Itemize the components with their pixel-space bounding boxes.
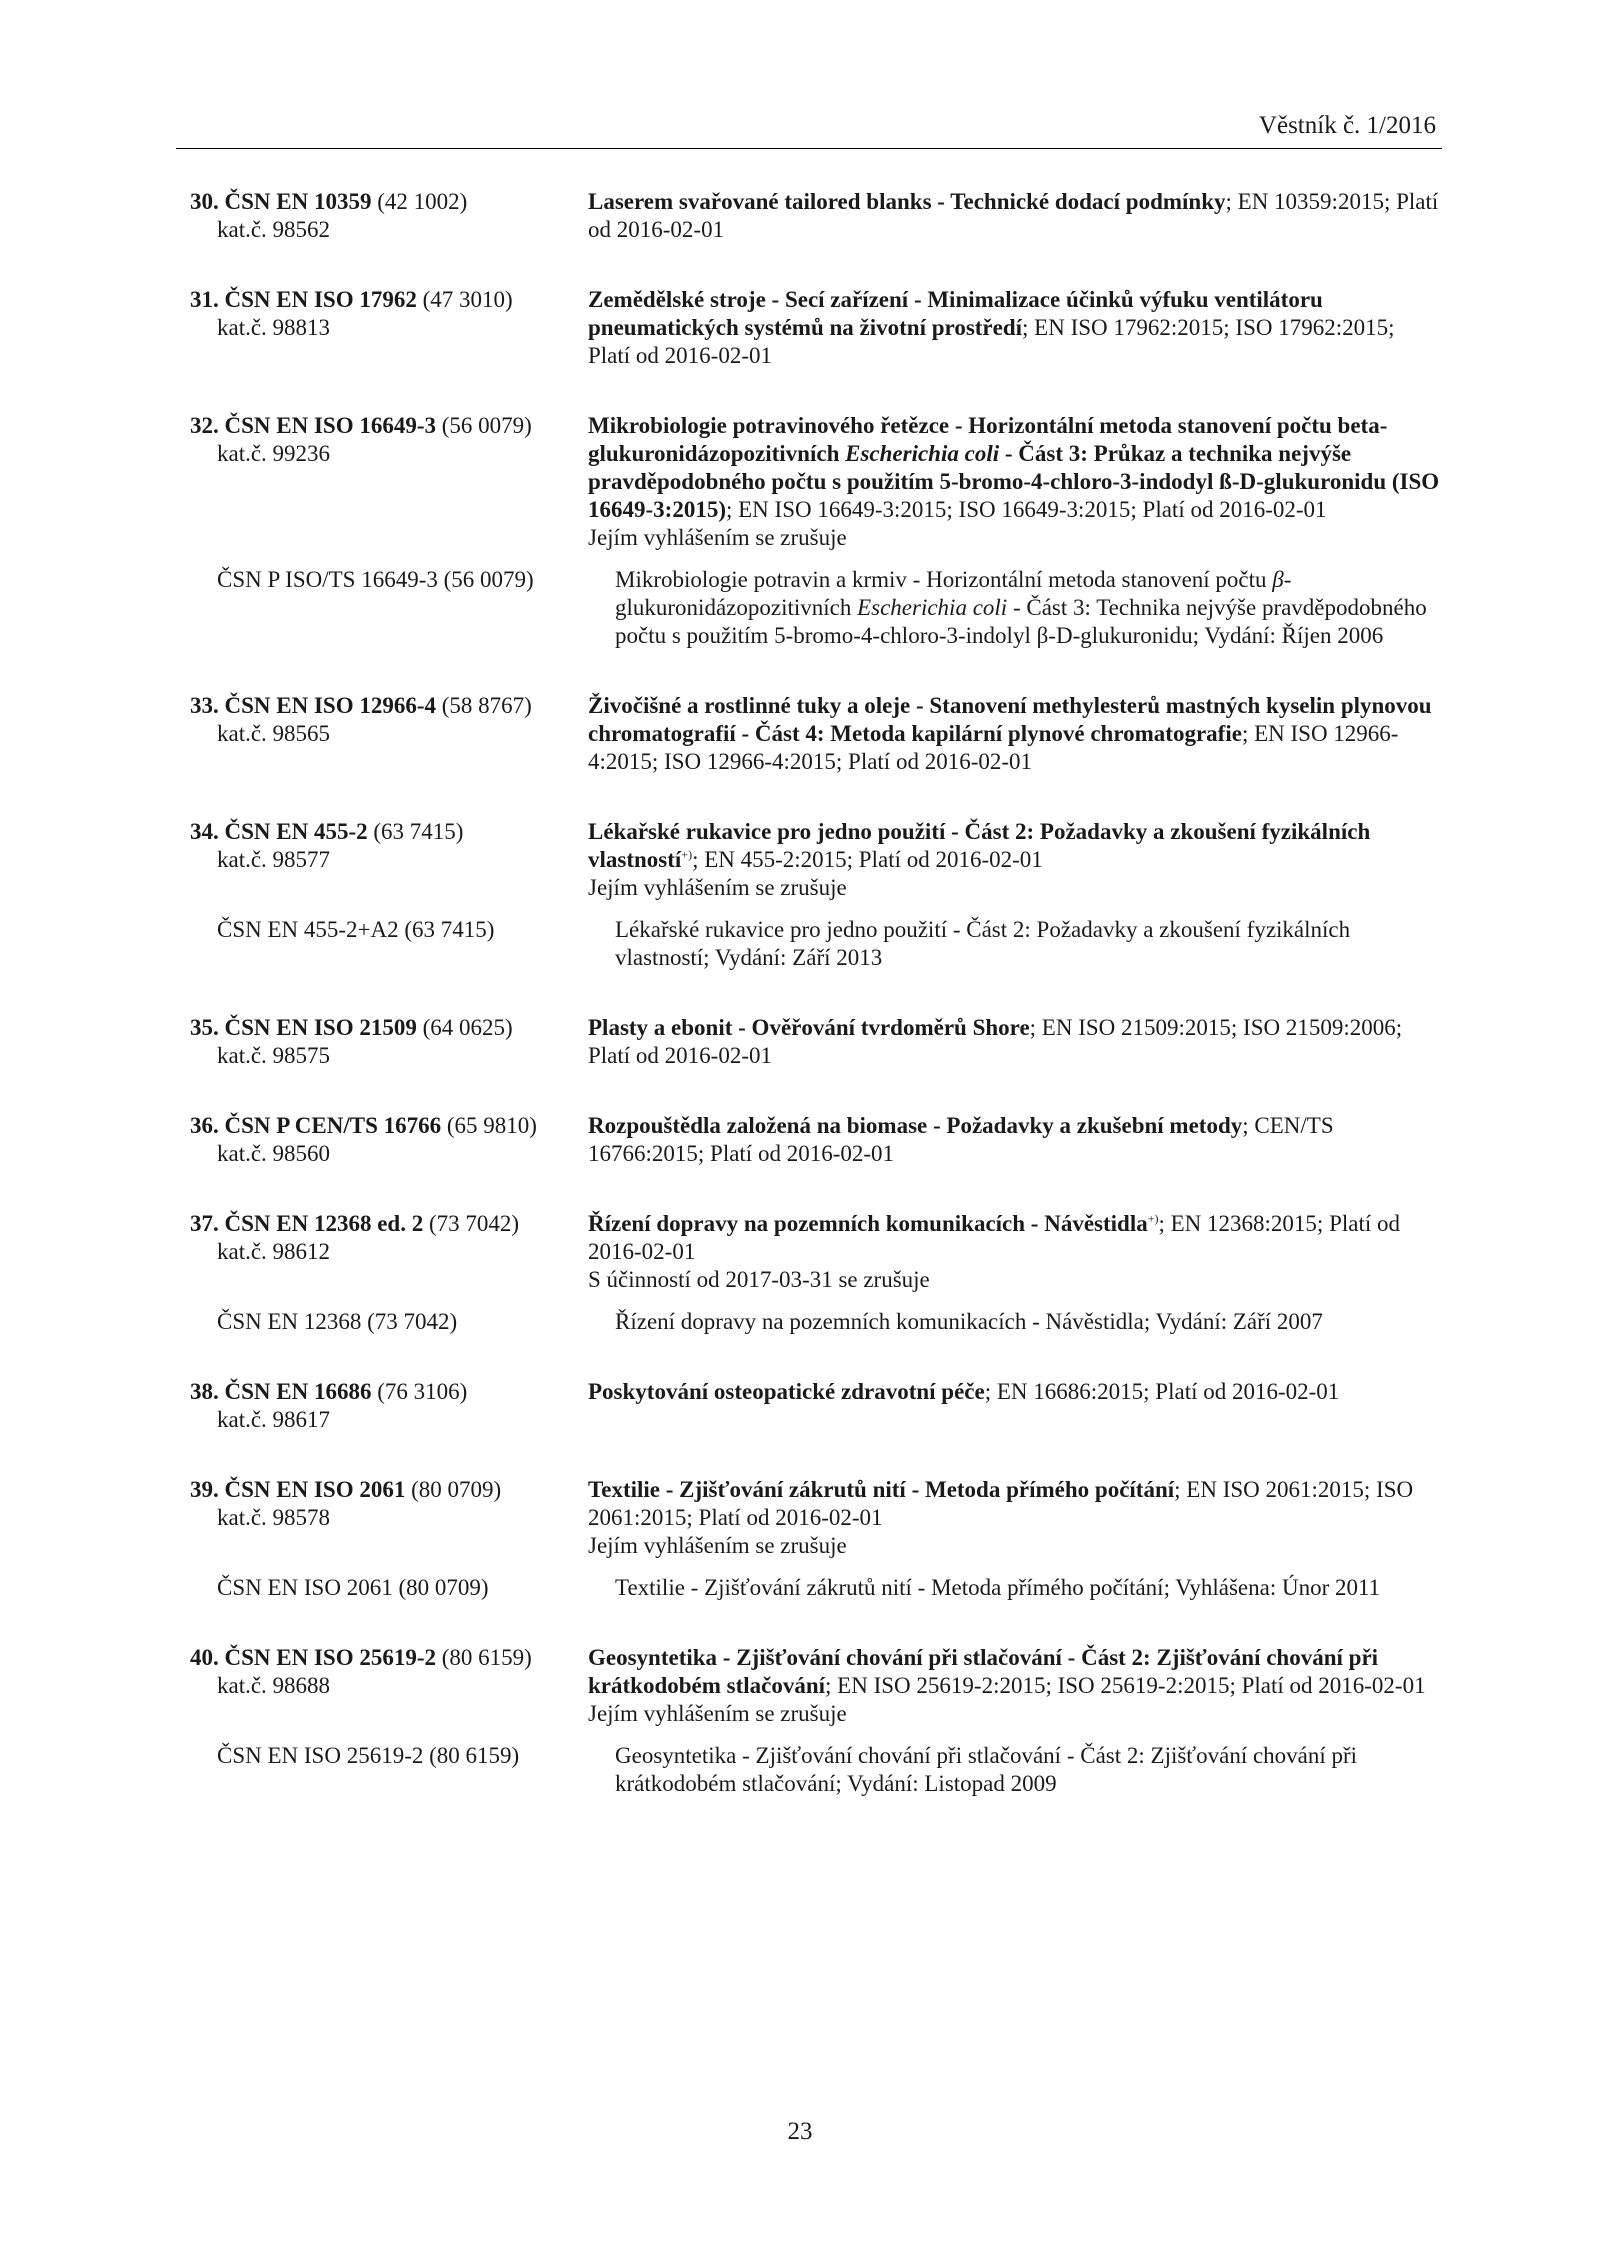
standard-designation: 36. ČSN P CEN/TS 16766 (65 9810) kat.č. 98560: [190, 1113, 537, 1166]
standard-details: ; EN 10359:2015; Platí od 2016-02-01: [588, 189, 1439, 242]
standard-designation: 34. ČSN EN 455-2 (63 7415) kat.č. 98577: [190, 819, 464, 872]
standard-title: Geosyntetika - Zjišťování chování při stlačování - Část 2: Zjišťování chování při krátkodobém stlačování: [588, 1645, 1379, 1698]
replacement-note: S účinností od 2017-03-31 se zrušuje: [588, 1267, 930, 1292]
standard-title: Řízení dopravy na pozemních komunikacích - Návěstidla: [588, 1211, 1148, 1236]
standard-details: ; EN ISO 12966-4:2015; ISO 12966-4:2015; Platí od 2016-02-01: [588, 721, 1399, 774]
catalog-number: kat.č. 98813: [217, 315, 331, 340]
replacement-note: Jejím vyhlášením se zrušuje: [588, 1533, 847, 1558]
standard-designation: 33. ČSN EN ISO 12966-4 (58 8767) kat.č. 98565: [190, 693, 532, 746]
class-number: (47 3010): [416, 287, 513, 312]
catalog-number: kat.č. 98617: [217, 1407, 331, 1432]
standard-code: ČSN P CEN/TS 16766: [224, 1113, 442, 1138]
replaced-standard-description: Geosyntetika - Zjišťování chování při stlačování - Část 2: Zjišťování chování při krátkodobém stlačování; Vydání: Listopad 2009: [615, 1743, 1358, 1796]
catalog-number: kat.č. 98575: [217, 1043, 331, 1068]
class-number: (63 7415): [367, 819, 464, 844]
standard-title: Zemědělské stroje - Secí zařízení - Minimalizace účinků výfuku ventilátoru pneumatických systémů na životní prostředí: [588, 287, 1323, 340]
class-number: (80 6159): [436, 1645, 532, 1670]
standard-title: Živočišné a rostlinné tuky a oleje - Stanovení methylesterů mastných kyselin plynovou chromatografií - Část 4: Metoda kapilární plynové chromatografie: [588, 693, 1432, 746]
replaced-standard-code: ČSN P ISO/TS 16649-3 (56 0079): [217, 567, 534, 592]
footnote-mark: +): [681, 847, 693, 862]
standard-description: [588, 818, 1440, 902]
standard-designation: 30. ČSN EN 10359 (42 1002) kat.č. 98562: [190, 189, 468, 242]
catalog-number: kat.č. 98688: [217, 1673, 331, 1698]
replaced-standard-description: Mikrobiologie potravin a krmiv - Horizontální metoda stanovení počtu β-glukuronidázopozitivních Escherichia coli - Část 3: Technika nejvýše pravděpodobného počtu s použitím 5-bromo-4-chloro-3-indolyl β-D-glukuronidu; Vydání: Říjen 2006: [615, 567, 1427, 648]
standard-details: ; EN ISO 21509:2015; ISO 21509:2006; Platí od 2016-02-01: [588, 1015, 1403, 1068]
catalog-number: kat.č. 98562: [217, 217, 331, 242]
replaced-standard-code: ČSN EN ISO 2061 (80 0709): [217, 1575, 489, 1600]
standard-code: ČSN EN 16686: [224, 1379, 372, 1404]
page-header: [176, 112, 1442, 149]
standard-details: ; EN 12368:2015; Platí od 2016-02-01: [588, 1211, 1400, 1264]
standard-title: Plasty a ebonit - Ověřování tvrdoměrů Shore: [588, 1015, 1030, 1040]
catalog-number: kat.č. 98565: [217, 721, 331, 746]
class-number: (58 8767): [436, 693, 532, 718]
standard-details: ; EN ISO 2061:2015; ISO 2061:2015; Platí od 2016-02-01: [588, 1477, 1414, 1530]
replaced-standard-description: Textilie - Zjišťování zákrutů nití - Metoda přímého počítání; Vyhlášena: Únor 2011: [615, 1575, 1381, 1600]
catalog-number: kat.č. 98560: [217, 1141, 331, 1166]
standard-designation: 40. ČSN EN ISO 25619-2 (80 6159) kat.č. 98688: [190, 1645, 532, 1698]
standard-title: Rozpouštědla založená na biomase - Požadavky a zkušební metody: [588, 1113, 1243, 1138]
standard-description: [588, 1210, 1440, 1294]
class-number: (76 3106): [371, 1379, 468, 1404]
standard-code: ČSN EN ISO 17962: [224, 287, 417, 312]
class-number: (64 0625): [416, 1015, 513, 1040]
standard-code: ČSN EN ISO 2061: [224, 1477, 406, 1502]
standard-entry-40: [190, 1644, 1440, 1798]
standard-description: [588, 1014, 1440, 1070]
standard-details: ; CEN/TS 16766:2015; Platí od 2016-02-01: [588, 1113, 1334, 1166]
standard-description: [588, 1644, 1440, 1728]
standard-description: [588, 1476, 1440, 1560]
class-number: (65 9810): [441, 1113, 537, 1138]
catalog-number: kat.č. 98578: [217, 1505, 331, 1530]
standard-entry-30: [190, 188, 1440, 244]
standard-code: ČSN EN ISO 21509: [224, 1015, 417, 1040]
standard-code: ČSN EN ISO 16649-3: [224, 413, 437, 438]
standard-details: ; EN ISO 16649-3:2015; ISO 16649-3:2015; Platí od 2016-02-01: [725, 497, 1327, 522]
bulletin-title: Věstník č. 1/2016: [1258, 112, 1436, 139]
standard-details: ; EN ISO 25619-2:2015; ISO 25619-2:2015; Platí od 2016-02-01: [825, 1673, 1426, 1698]
standard-designation: 32. ČSN EN ISO 16649-3 (56 0079) kat.č. 99236: [190, 413, 532, 466]
standard-title: Lékařské rukavice pro jedno použití - Část 2: Požadavky a zkoušení fyzikálních vlastností: [588, 819, 1371, 872]
standard-code: ČSN EN 455-2: [224, 819, 368, 844]
standard-entry-33: [190, 692, 1440, 776]
standard-description: [588, 1378, 1440, 1434]
standard-description: [588, 412, 1440, 552]
catalog-number: kat.č. 98577: [217, 847, 331, 872]
replacement-note: Jejím vyhlášením se zrušuje: [588, 1701, 847, 1726]
replaced-standard-code: ČSN EN 12368 (73 7042): [217, 1309, 458, 1334]
standard-entry-34: [190, 818, 1440, 972]
standard-entry-37: [190, 1210, 1440, 1336]
standard-code: ČSN EN ISO 12966-4: [224, 693, 437, 718]
standard-entry-38: [190, 1378, 1440, 1434]
page-number: 23: [787, 2118, 813, 2145]
replaced-standard-description: Řízení dopravy na pozemních komunikacích - Návěstidla; Vydání: Září 2007: [615, 1309, 1323, 1334]
replaced-standard-code: ČSN EN ISO 25619-2 (80 6159): [217, 1743, 520, 1768]
class-number: (42 1002): [371, 189, 468, 214]
replacement-note: Jejím vyhlášením se zrušuje: [588, 525, 847, 550]
standard-entry-39: [190, 1476, 1440, 1602]
standard-title: Poskytování osteopatické zdravotní péče: [588, 1379, 985, 1404]
catalog-number: kat.č. 98612: [217, 1239, 331, 1264]
standard-code: ČSN EN 10359: [224, 189, 372, 214]
standard-entry-31: [190, 286, 1440, 370]
standard-code: ČSN EN ISO 25619-2: [224, 1645, 437, 1670]
standard-title: Laserem svařované tailored blanks - Technické dodací podmínky: [588, 189, 1226, 214]
replacement-note: Jejím vyhlášením se zrušuje: [588, 875, 847, 900]
standard-designation: 38. ČSN EN 16686 (76 3106) kat.č. 98617: [190, 1379, 468, 1432]
standard-designation: 39. ČSN EN ISO 2061 (80 0709) kat.č. 98578: [190, 1477, 502, 1530]
standard-designation: 31. ČSN EN ISO 17962 (47 3010) kat.č. 98813: [190, 287, 513, 340]
standard-description: [588, 188, 1440, 244]
standard-description: [588, 1112, 1440, 1168]
standard-code: ČSN EN 12368 ed. 2: [224, 1211, 424, 1236]
replaced-standard-description: Lékařské rukavice pro jedno použití - Část 2: Požadavky a zkoušení fyzikálních vlastností; Vydání: Září 2013: [615, 917, 1351, 970]
standard-entry-35: [190, 1014, 1440, 1070]
standard-title: Textilie - Zjišťování zákrutů nití - Metoda přímého počítání: [588, 1477, 1175, 1502]
standard-details: ; EN ISO 17962:2015; ISO 17962:2015; Platí od 2016-02-01: [588, 315, 1395, 368]
standard-details: ; EN 455-2:2015; Platí od 2016-02-01: [692, 847, 1043, 872]
class-number: (56 0079): [436, 413, 532, 438]
standard-designation: 37. ČSN EN 12368 ed. 2 (73 7042) kat.č. 98612: [190, 1211, 520, 1264]
class-number: (80 0709): [405, 1477, 502, 1502]
standard-description: [588, 692, 1440, 776]
catalog-number: kat.č. 99236: [217, 441, 331, 466]
class-number: (73 7042): [423, 1211, 520, 1236]
standard-description: [588, 286, 1440, 370]
replaced-standard-code: ČSN EN 455-2+A2 (63 7415): [217, 917, 495, 942]
standard-designation: 35. ČSN EN ISO 21509 (64 0625) kat.č. 98575: [190, 1015, 513, 1068]
standard-entry-36: [190, 1112, 1440, 1168]
footnote-mark: +): [1147, 1211, 1159, 1226]
standards-list: [190, 188, 1440, 1840]
standard-title: Mikrobiologie potravinového řetězce - Horizontální metoda stanovení počtu beta-glukuronidázopozitivních Escherichia coli - Část 3: Průkaz a technika nejvýše pravděpodobného počtu s použitím 5-bromo-4-chloro-3-indodyl ß-D-glukuronidu (ISO 16649-3:2015): [588, 413, 1440, 522]
standard-entry-32: [190, 412, 1440, 650]
standard-details: ; EN 16686:2015; Platí od 2016-02-01: [984, 1379, 1340, 1404]
